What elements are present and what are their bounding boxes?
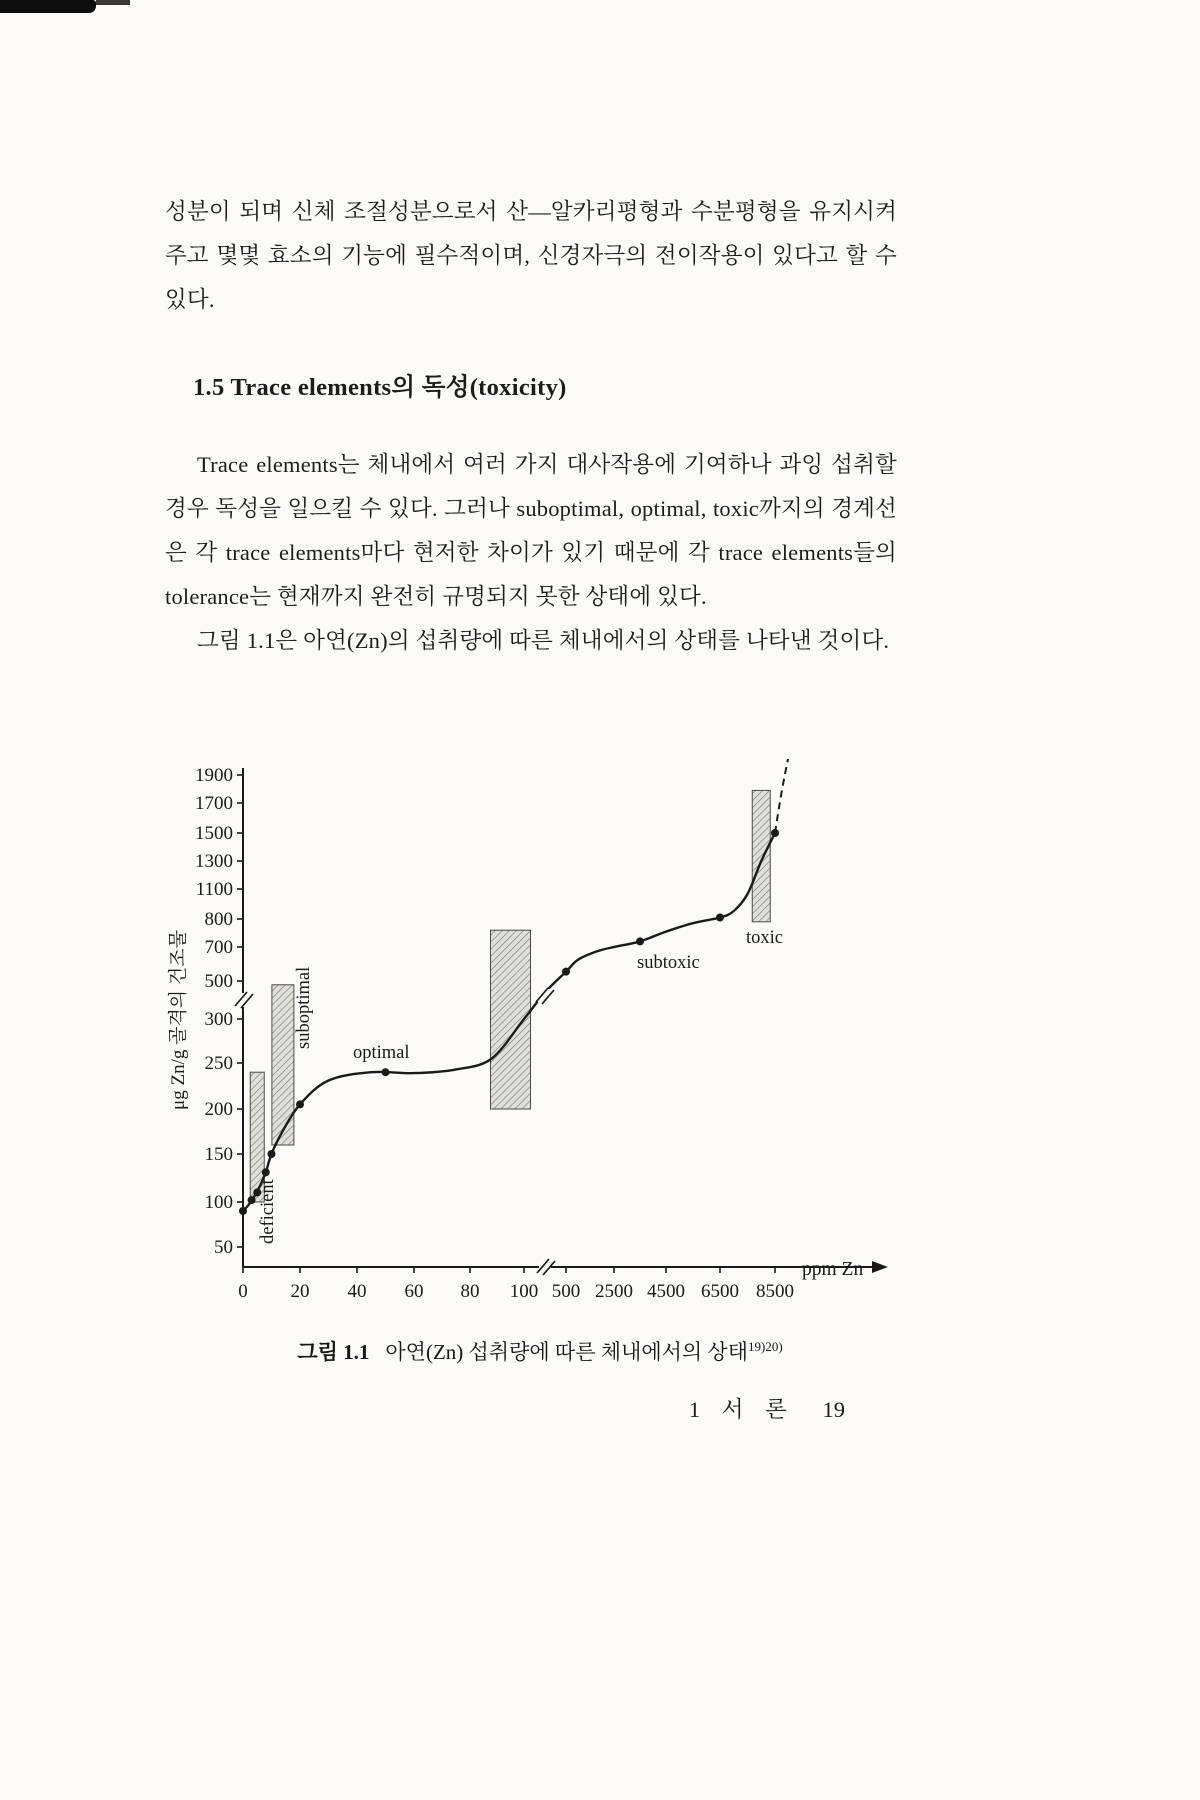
figure-1-1 (150, 752, 940, 1366)
x-tick-label: 6500 (701, 1281, 739, 1302)
y-tick-label: 800 (204, 909, 233, 930)
data-point (239, 1207, 247, 1215)
scan-artifact (0, 0, 96, 13)
section-heading: 1.5 Trace elements의 독성(toxicity) (193, 374, 567, 401)
x-tick-label: 60 (404, 1281, 424, 1302)
paragraph-continuation: 성분이 되며 신체 조절성분으로서 산—알카리평형과 수분평형을 유지시켜주고 몇몇 효소의 기능에 필수적이며, 신경자극의 전이작용이 있다고 할 수 있다. (165, 199, 897, 312)
x-tick-label: 4500 (647, 1281, 685, 1302)
x-tick-label: 40 (347, 1281, 367, 1302)
region-label-suboptimal: suboptimal (294, 966, 314, 1049)
data-point (268, 1150, 276, 1158)
transition-zone-bar (752, 790, 770, 921)
transition-zone-bar (272, 985, 294, 1145)
text-block (165, 190, 897, 663)
caption-label: 그림 1.1 (297, 1340, 370, 1364)
y-tick-label: 1500 (195, 823, 233, 844)
x-tick-label: 8500 (756, 1281, 794, 1302)
y-tick-label: 50 (214, 1237, 233, 1258)
y-tick-label: 100 (204, 1192, 233, 1213)
x-tick-label: 500 (551, 1281, 581, 1302)
page-footer (0, 1392, 845, 1424)
zinc-intake-chart (150, 752, 930, 1312)
region-label-toxic: toxic (746, 928, 783, 948)
page-number: 19 (822, 1397, 845, 1422)
paragraph-body: Trace elements는 체내에서 여러 가지 대사작용에 기여하나 과잉 섭취할 경우 독성을 일으킬 수 있다. 그러나 suboptimal, optimal, toxic까지의 경계선은 각 trace elements마다 현저한 차이가 있기 때문에 각 trace elements들의 tolerance는 현재까지 완전히 규명되지 못한 상태에 있다. (165, 452, 897, 609)
caption-references: 19)20) (748, 1339, 783, 1354)
y-tick-label: 1700 (195, 793, 233, 814)
y-tick-label: 300 (204, 1009, 233, 1030)
y-tick-label: 1100 (195, 879, 233, 900)
x-tick-label: 2500 (595, 1281, 633, 1302)
x-axis-label: ppm Zn (802, 1259, 864, 1280)
data-point (296, 1100, 304, 1108)
x-tick-label: 100 (509, 1281, 539, 1302)
y-tick-label: 200 (204, 1099, 233, 1120)
data-point (716, 914, 724, 922)
data-point (636, 937, 644, 945)
y-axis-label: μg Zn/g 골격의 건조물 (168, 930, 189, 1110)
y-tick-label: 500 (204, 971, 233, 992)
x-tick-label: 0 (238, 1281, 248, 1302)
data-point (771, 829, 779, 837)
data-point (248, 1196, 256, 1204)
region-label-optimal: optimal (353, 1043, 410, 1063)
paragraph-figure-intro: 그림 1.1은 아연(Zn)의 섭취량에 따른 체내에서의 상태를 나타낸 것이다. (197, 628, 890, 653)
x-axis-arrow (872, 1261, 888, 1273)
curve-dashed-extension (775, 759, 788, 833)
x-tick-label: 20 (290, 1281, 310, 1302)
region-label-deficient: deficient (258, 1179, 278, 1244)
y-tick-label: 700 (204, 937, 233, 958)
y-tick-label: 250 (204, 1053, 233, 1074)
y-tick-label: 150 (204, 1144, 233, 1165)
y-tick-label: 1300 (195, 851, 233, 872)
caption-text: 아연(Zn) 섭취량에 따른 체내에서의 상태 (385, 1340, 748, 1364)
y-tick-label: 1900 (195, 765, 233, 786)
running-chapter-title: 1 서 론 (688, 1397, 787, 1422)
scan-artifact (96, 0, 130, 5)
x-tick-label: 80 (460, 1281, 480, 1302)
figure-caption (150, 1336, 930, 1366)
region-label-subtoxic: subtoxic (637, 953, 700, 973)
data-point (562, 968, 570, 976)
data-point (262, 1168, 270, 1176)
data-point (382, 1068, 390, 1076)
